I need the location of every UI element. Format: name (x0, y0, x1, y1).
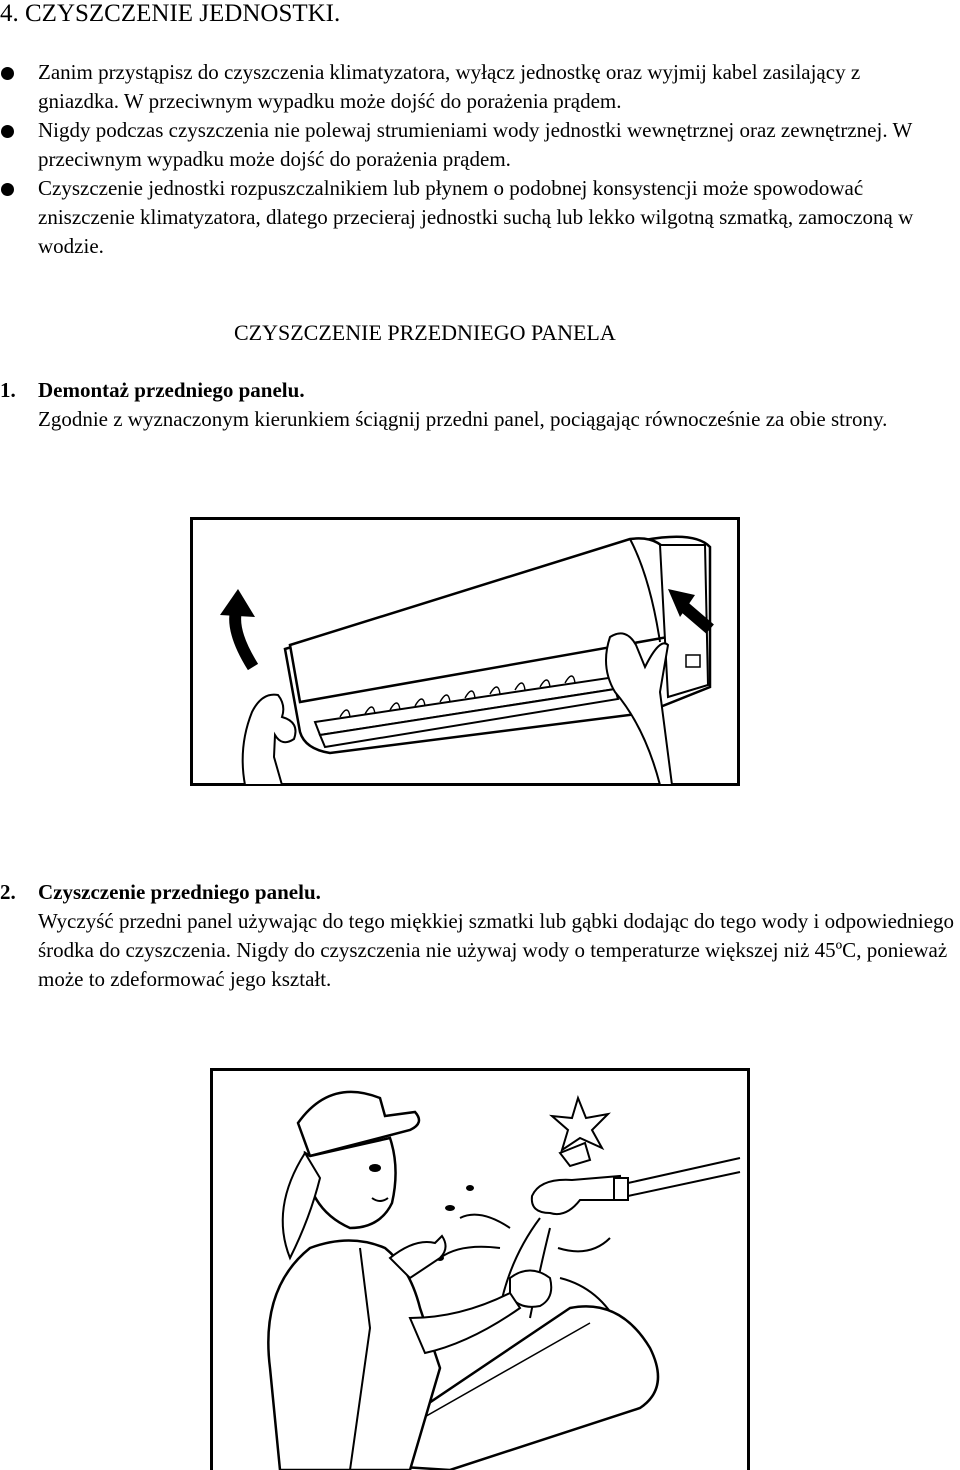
warning-item (0, 116, 938, 174)
step-title: Demontaż przedniego panelu. (38, 378, 305, 402)
warning-text: Nigdy podczas czyszczenia nie polewaj strumieniami wody jednostki wewnętrznej oraz zewnętrznej. W przeciwnym wypadku może dojść do porażenia prądem. (38, 118, 912, 171)
warning-item (0, 58, 938, 116)
step-2-header (0, 878, 321, 907)
step-number: 1. (0, 378, 16, 402)
step-number: 2. (0, 880, 16, 904)
step-2-body: Wyczyść przedni panel używając do tego miękkiej szmatki lub gąbki dodając do tego wody i odpowiedniego środka do czyszczenia. Nigdy do czyszczenia nie używaj wody o temperaturze większej niż 45ºC, ponieważ może to zdeformować jego kształt. (38, 909, 955, 991)
bullet-icon (1, 67, 14, 80)
step-title: Czyszczenie przedniego panelu. (38, 880, 321, 904)
ac-unit-panel-removal-illustration (190, 517, 740, 786)
bullet-icon (1, 183, 14, 196)
step-1-header (0, 376, 305, 405)
bullet-icon (1, 125, 14, 138)
warning-text: Zanim przystąpisz do czyszczenia klimatyzatora, wyłącz jednostkę oraz wyjmij kabel zasilający z gniazdka. W przeciwnym wypadku może dojść do porażenia prądem. (38, 60, 861, 113)
warning-list (0, 58, 960, 261)
section-heading: 4. CZYSZCZENIE JEDNOSTKI. (0, 0, 341, 27)
warning-item (0, 174, 938, 261)
warning-text: Czyszczenie jednostki rozpuszczalnikiem lub płynem o podobnej konsystencji może spowodować zniszczenie klimatyzatora, dlatego przecieraj jednostki suchą lub lekko wilgotną szmatką, zamoczoną w wodzie. (38, 176, 914, 258)
subsection-heading: CZYSZCZENIE PRZEDNIEGO PANELA (234, 320, 616, 345)
person-washing-panel-illustration (210, 1068, 750, 1470)
step-1-body: Zgodnie z wyznaczonym kierunkiem ściągnij przedni panel, pociągając równocześnie za obie strony. (38, 407, 888, 431)
